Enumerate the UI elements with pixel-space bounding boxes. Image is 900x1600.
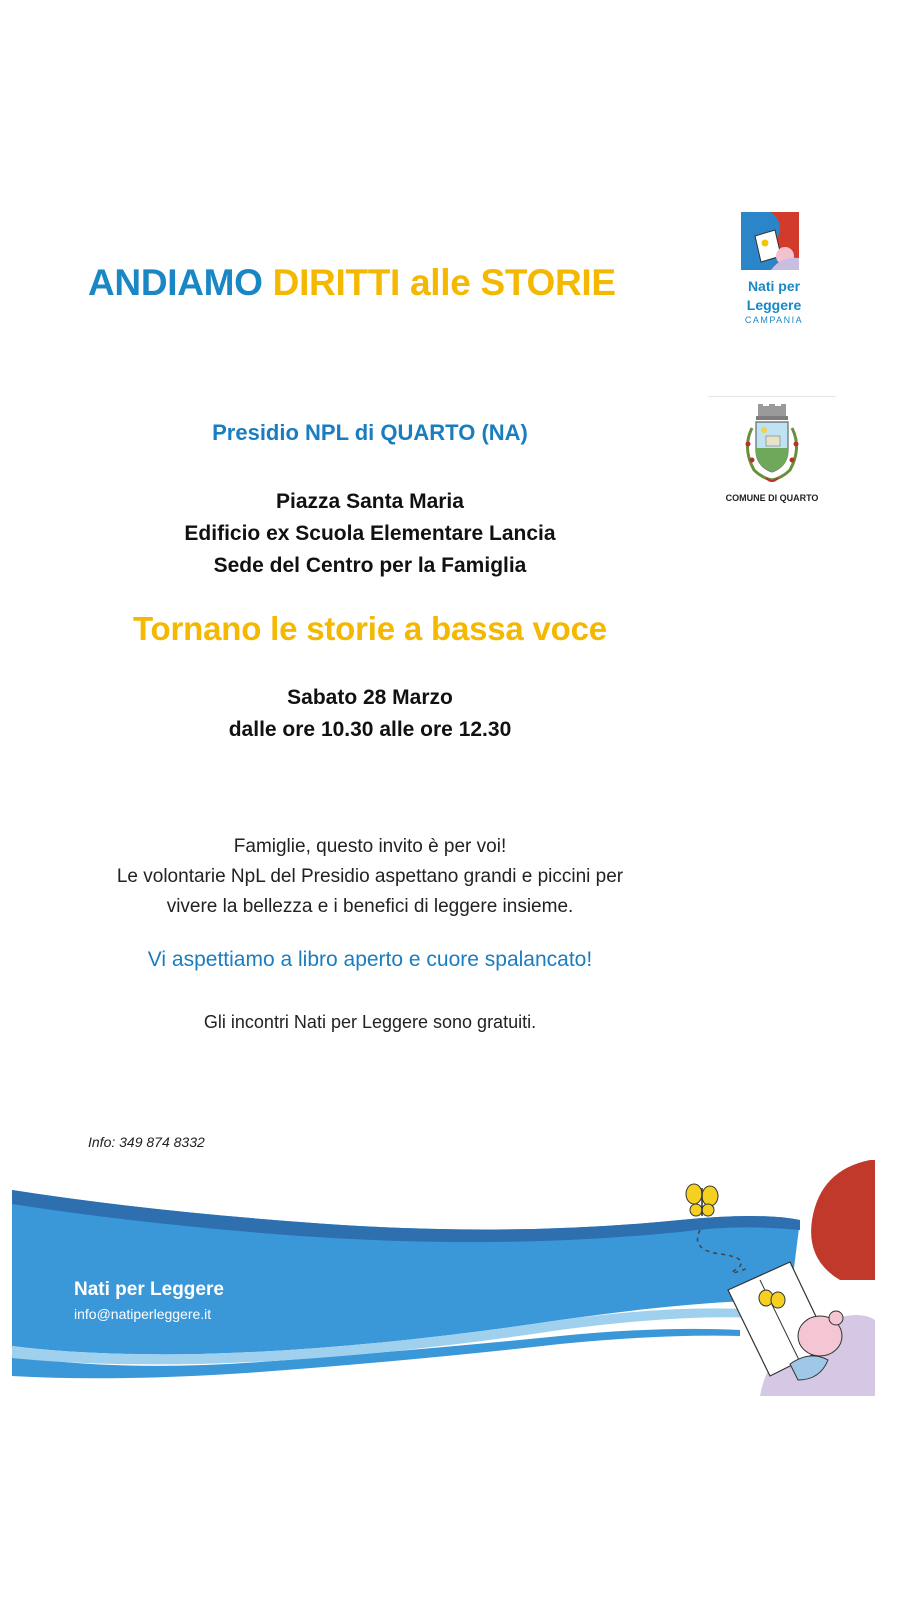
butterfly-icon [686, 1184, 718, 1216]
event-title: Tornano le storie a bassa voce [133, 610, 607, 647]
invite-text [60, 832, 680, 922]
comune-name: COMUNE DI QUARTO [725, 493, 819, 503]
presidio-title: Presidio NPL di QUARTO (NA) [212, 420, 528, 445]
headline [88, 262, 616, 304]
invite-line-3: vivere la bellezza e i benefici di leggere insieme. [166, 896, 574, 917]
npl-logo-icon [741, 212, 799, 270]
event-time: dalle ore 10.30 alle ore 12.30 [228, 718, 512, 741]
headline-part-2: DIRITTI alle STORIE [272, 262, 616, 303]
invite-line-1: Famiglie, questo invito è per voi! [233, 836, 507, 857]
info-phone: Info: 349 874 8332 [88, 1134, 205, 1150]
comune-coat-of-arms-icon [732, 404, 812, 486]
npl-logo-line-2: Leggere [746, 297, 802, 313]
headline-part-1: ANDIAMO [88, 262, 263, 303]
address-line-3: Sede del Centro per la Famiglia [213, 554, 527, 577]
event-date: Sabato 28 Marzo [287, 686, 453, 709]
slogan: Vi aspettiamo a libro aperto e cuore spalancato! [147, 948, 593, 971]
footer-brand: Nati per Leggere [74, 1279, 224, 1300]
address-line-1: Piazza Santa Maria [276, 490, 464, 513]
logo-divider [708, 396, 836, 397]
footer-email[interactable]: info@natiperleggere.it [74, 1306, 212, 1322]
event-datetime [100, 682, 640, 746]
npl-campania-logo [732, 212, 816, 325]
free-note: Gli incontri Nati per Leggere sono gratuiti. [203, 1012, 537, 1032]
address-line-2: Edificio ex Scuola Elementare Lancia [184, 522, 556, 545]
address-block [100, 486, 640, 582]
comune-logo [720, 404, 824, 503]
npl-logo-region: CAMPANIA [744, 315, 804, 325]
invite-line-2: Le volontarie NpL del Presidio aspettano grandi e piccini per [116, 866, 624, 887]
npl-logo-line-1: Nati per [747, 278, 801, 294]
